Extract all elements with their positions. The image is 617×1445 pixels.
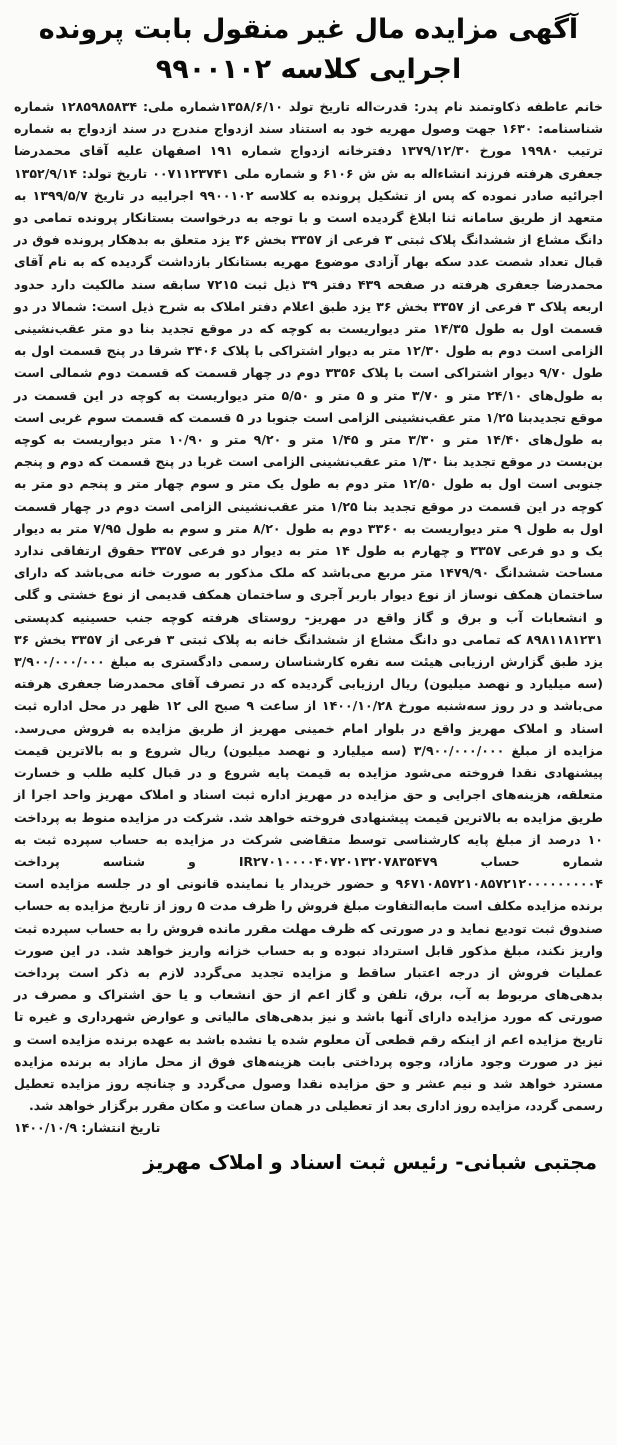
publish-date-row (14, 1117, 603, 1139)
signature: مجتبی شبانی- رئیس ثبت اسناد و املاک مهریز (143, 1150, 597, 1175)
date-spacer (160, 1117, 603, 1139)
notice-title-line-1: آگهی مزایده مال غیر منقول بابت پرونده (38, 14, 579, 45)
notice-body: خانم عاطفه ذکاوتمند نام پدر: قدرت‌اله تاریخ تولد ۱۳۵۸/۶/۱۰شماره ملی: ۱۲۸۵۹۸۵۸۳۴ شماره شناسنامه: ۱۶۳۰ جهت وصول مهریه خود به استناد سند ازدواج مندرج در سند ازدواج به شماره ترتیب ۱۹۹۸۰ مورخ ۱۳۷۹/۱۲/۳۰ دفترخانه ازدواج شماره ۱۹۱ اصفهان علیه آقای محمدرضا جعفری هرفته فرزند انشاءاله به ش ش ۶۱۰۶ و شماره ملی ۰۰۷۱۱۲۳۷۴۱ تاریخ تولد: ۱۳۵۲/۹/۱۴ اجرائیه صادر نموده که پس از تشکیل پرونده به کلاسه ۹۹۰۰۱۰۲ اجراییه در تاریخ ۱۳۹۹/۵/۷ به متعهد از طریق سامانه ثنا ابلاغ گردیده است و با توجه به درخواست بستانکار پرونده تمامی دو دانگ مشاع از ششدانگ پلاک ثبتی ۳ فرعی از ۳۳۵۷ بخش ۳۶ یزد متعلق به بدهکار پرونده فوق در قبال تعداد شصت عدد سکه بهار آزادی موضوع مهریه بستانکار بازداشت گردیده که به نام آقای محمدرضا جعفری هرفته در صفحه ۴۳۹ دفتر ۳۹ ذیل ثبت ۷۲۱۵ سابقه سند مالکیت دارد حدود اربعه پلاک ۳ فرعی از ۳۳۵۷ بخش ۳۶ یزد طبق اعلام دفتر املاک به شرح ذیل است: شمالا در دو قسمت اول به طول ۱۴/۳۵ متر دیواریست به کوچه که در موقع تجدید بنا دو متر عقب‌نشینی الزامی است دوم به طول ۱۲/۳۰ متر به دیوار اشتراکی با پلاک ۳۴۰۶ شرقا در پنج قسمت اول به طول ۹/۷۰ دیوار اشتراکی است با پلاک ۳۳۵۶ دوم در چهار قسمت که قسمت دوم شمالی است به طول‌های ۲۴/۱۰ متر و ۳/۷۰ متر و ۵ متر و ۵/۵۰ متر دیواریست به کوچه در این قسمت در موقع تجدیدبنا ۱/۲۵ متر عقب‌نشینی الزامی است جنوبا در ۵ قسمت که قسمت سوم غربی است به طول‌های ۱۴/۴۰ متر و ۳/۳۰ متر و ۱/۴۵ متر و ۹/۲۰ متر و ۱۰/۹۰ متر دیواریست به کوچه بن‌بست در موقع تجدید بنا ۱/۳۰ متر عقب‌نشینی الزامی است غربا در پنج قسمت که دوم و پنجم جنوبی است اول به طول ۱۲/۵۰ متر دوم به طول یک متر و سوم چهار متر و پنجم دو متر به کوچه در این قسمت در موقع تجدید بنا ۱/۲۵ متر عقب‌نشینی الزامی است دوم در چهار قسمت اول به طول ۹ متر دیواریست به ۳۳۶۰ دوم به طول ۸/۲۰ متر و سوم به طول ۷/۹۵ متر به دیوار یک و دو فرعی ۳۳۵۷ و چهارم به طول ۱۴ متر به دیوار دو فرعی ۳۳۵۷ حقوق ارتفاقی ندارد مساحت ششدانگ ۱۴۷۹/۹۰ متر مربع می‌باشد که ملک مذکور به صورت خانه می‌باشد که دارای ساختمان همکف نوساز از نوع دیوار باربر آجری و ساختمان همکف قدیمی از نوع خشتی و گلی و انشعابات آب و برق و گاز واقع در مهریز- روستای هرفته کوچه جنب حسینیه کدپستی ۸۹۸۱۱۸۱۲۳۱ که تمامی دو دانگ مشاع از ششدانگ خانه به پلاک ثبتی ۳ فرعی از ۳۳۵۷ بخش ۳۶ یزد طبق گزارش ارزیابی هیئت سه نفره کارشناسان رسمی دادگستری به مبلغ ۳/۹۰۰/۰۰۰/۰۰۰ (سه میلیارد و نهصد میلیون) ریال ارزیابی گردیده که در تصرف آقای محمدرضا جعفری هرفته می‌باشد و در روز سه‌شنبه مورخ ۱۴۰۰/۱۰/۲۸ از ساعت ۹ صبح الی ۱۲ ظهر در محل اداره ثبت اسناد و املاک مهریز واقع در بلوار امام خمینی مهریز از طریق مزایده به فروش می‌رسد. مزایده از مبلغ ۳/۹۰۰/۰۰۰/۰۰۰ (سه میلیارد و نهصد میلیون) ریال شروع و به بالاترین قیمت پیشنهادی نقدا فروخته می‌شود مزایده به قیمت پایه شروع و در قبال کلیه طلب و خسارت متعلقه، هزینه‌های اجرایی و حق مزایده در مهریز اداره ثبت اسناد و املاک مهریز واحد اجرا از طریق مزایده به بالاترین قیمت پیشنهادی فروخته خواهد شد. شرکت در مزایده منوط به پرداخت ۱۰ درصد از مبلغ پایه کارشناسی توسط متقاضی شرکت در مزایده به حساب سپرده ثبت به شماره حساب IR۲۷۰۱۰۰۰۰۴۰۷۲۰۱۳۲۰۷۸۳۵۴۷۹ و شناسه پرداخت ۹۶۷۱۰۸۵۷۲۱۰۸۵۷۲۱۲۰۰۰۰۰۰۰۰۰۴ و حضور خریدار یا نماینده قانونی او در جلسه مزایده است برنده مزایده مکلف است مابه‌التفاوت مبلغ فروش را ظرف مدت ۵ روز از تاریخ مزایده به حساب صندوق ثبت تودیع نماید و در صورتی که ظرف مهلت مقرر مانده فروش را به حساب سپرده ثبت واریز نکند، مبلغ مذکور قابل استرداد نبوده و به حساب خزانه واریز خواهد شد. در این صورت عملیات فروش از درجه اعتبار ساقط و مزایده تجدید می‌گردد لازم به ذکر است پرداخت بدهی‌های مربوط به آب، برق، تلفن و گاز اعم از حق انشعاب و یا حق اشتراک و مصرف در صورتی که مورد مزایده دارای آنها باشد و نیز بدهی‌های مالیاتی و عوارض شهرداری و غیره تا تاریخ مزایده اعم از اینکه رقم قطعی آن معلوم شده یا نشده باشد به عهده برنده مزایده است و نیز در صورت وجود مازاد، وجوه پرداختی بابت هزینه‌های فوق از محل مازاد به برنده مزایده مسترد خواهد شد و نیم عشر و حق مزایده نقدا وصول می‌گردد و چنانچه روز مزایده تعطیل رسمی گردد، مزایده روز اداری بعد از تعطیلی در همان ساعت و مکان مقرر برگزار خواهد شد. (14, 99, 604, 1114)
publish-date: تاریخ انتشار: ۱۴۰۰/۱۰/۹ (14, 1120, 161, 1136)
notice-title-line-2: اجرایی کلاسه ۹۹۰۰۱۰۲ (155, 54, 462, 85)
